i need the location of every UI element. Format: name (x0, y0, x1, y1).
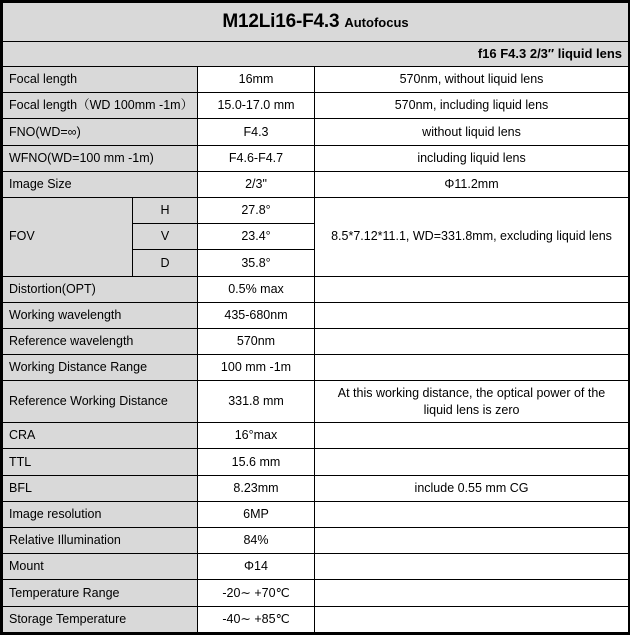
row-note: At this working distance, the optical power of the liquid lens is zero (315, 381, 629, 423)
row-note: 570nm, without liquid lens (315, 67, 629, 93)
row-note: include 0.55 mm CG (315, 475, 629, 501)
row-label: FNO(WD=∞) (3, 119, 198, 145)
row-note: Φ11.2mm (315, 171, 629, 197)
product-model: M12Li16-F4.3 (222, 10, 340, 32)
row-note (315, 449, 629, 475)
row-value: 6MP (198, 501, 315, 527)
row-value: -40∼ +85℃ (198, 606, 315, 632)
fov-row-h (3, 197, 629, 223)
row-label: Temperature Range (3, 580, 198, 606)
row-note (315, 423, 629, 449)
table-row (3, 554, 629, 580)
fov-label: FOV (3, 197, 133, 276)
row-label: Working wavelength (3, 302, 198, 328)
row-value: F4.6-F4.7 (198, 145, 315, 171)
table-row (3, 580, 629, 606)
row-value: 16°max (198, 423, 315, 449)
row-value: 570nm (198, 328, 315, 354)
row-value: 8.23mm (198, 475, 315, 501)
fov-value-d: 35.8° (198, 250, 315, 276)
row-value: 435-680nm (198, 302, 315, 328)
row-label: CRA (3, 423, 198, 449)
row-note (315, 328, 629, 354)
table-row (3, 93, 629, 119)
table-row (3, 606, 629, 632)
row-label: BFL (3, 475, 198, 501)
row-value: Φ14 (198, 554, 315, 580)
table-body (3, 3, 629, 633)
row-label: Image resolution (3, 501, 198, 527)
table-row (3, 171, 629, 197)
row-label: WFNO(WD=100 mm -1m) (3, 145, 198, 171)
table-row (3, 67, 629, 93)
table-row (3, 528, 629, 554)
row-value: 100 mm -1m (198, 355, 315, 381)
row-value: 15.0-17.0 mm (198, 93, 315, 119)
product-feature: Autofocus (344, 14, 409, 30)
row-label: TTL (3, 449, 198, 475)
table-row (3, 449, 629, 475)
row-label: Reference wavelength (3, 328, 198, 354)
row-note (315, 606, 629, 632)
row-note (315, 501, 629, 527)
table-row (3, 145, 629, 171)
table-row (3, 501, 629, 527)
fov-value-v: 23.4° (198, 224, 315, 250)
row-label: Working Distance Range (3, 355, 198, 381)
row-value: 16mm (198, 67, 315, 93)
row-note (315, 355, 629, 381)
page-subtitle-cell (3, 42, 629, 67)
row-note (315, 554, 629, 580)
fov-axis-h: H (133, 197, 198, 223)
row-label: Relative Illumination (3, 528, 198, 554)
table-row (3, 423, 629, 449)
table-row (3, 381, 629, 423)
table-row (3, 355, 629, 381)
page-title (3, 3, 629, 42)
table-row (3, 302, 629, 328)
row-note: without liquid lens (315, 119, 629, 145)
row-note: 570nm, including liquid lens (315, 93, 629, 119)
header-title-row (3, 3, 629, 42)
row-note (315, 528, 629, 554)
row-value: 15.6 mm (198, 449, 315, 475)
row-label: Focal length（WD 100mm -1m） (3, 93, 198, 119)
row-value: 2/3" (198, 171, 315, 197)
row-label: Focal length (3, 67, 198, 93)
row-note: including liquid lens (315, 145, 629, 171)
row-value: 0.5% max (198, 276, 315, 302)
row-note (315, 580, 629, 606)
row-label: Image Size (3, 171, 198, 197)
fov-axis-v: V (133, 224, 198, 250)
row-label: Distortion(OPT) (3, 276, 198, 302)
row-label: Storage Temperature (3, 606, 198, 632)
fov-value-h: 27.8° (198, 197, 315, 223)
row-value: -20∼ +70℃ (198, 580, 315, 606)
row-label: Mount (3, 554, 198, 580)
row-note (315, 276, 629, 302)
row-note (315, 302, 629, 328)
fov-axis-d: D (133, 250, 198, 276)
page-subtitle: f16 F4.3 2/3″ liquid lens (477, 46, 623, 62)
table-row (3, 328, 629, 354)
row-label: Reference Working Distance (3, 381, 198, 423)
row-value: 84% (198, 528, 315, 554)
row-value: 331.8 mm (198, 381, 315, 423)
table-row (3, 276, 629, 302)
fov-note: 8.5*7.12*11.1, WD=331.8mm, excluding liquid lens (315, 197, 629, 276)
table-row (3, 475, 629, 501)
table-row (3, 119, 629, 145)
specification-table (2, 2, 629, 633)
header-subtitle-row (3, 42, 629, 67)
row-value: F4.3 (198, 119, 315, 145)
